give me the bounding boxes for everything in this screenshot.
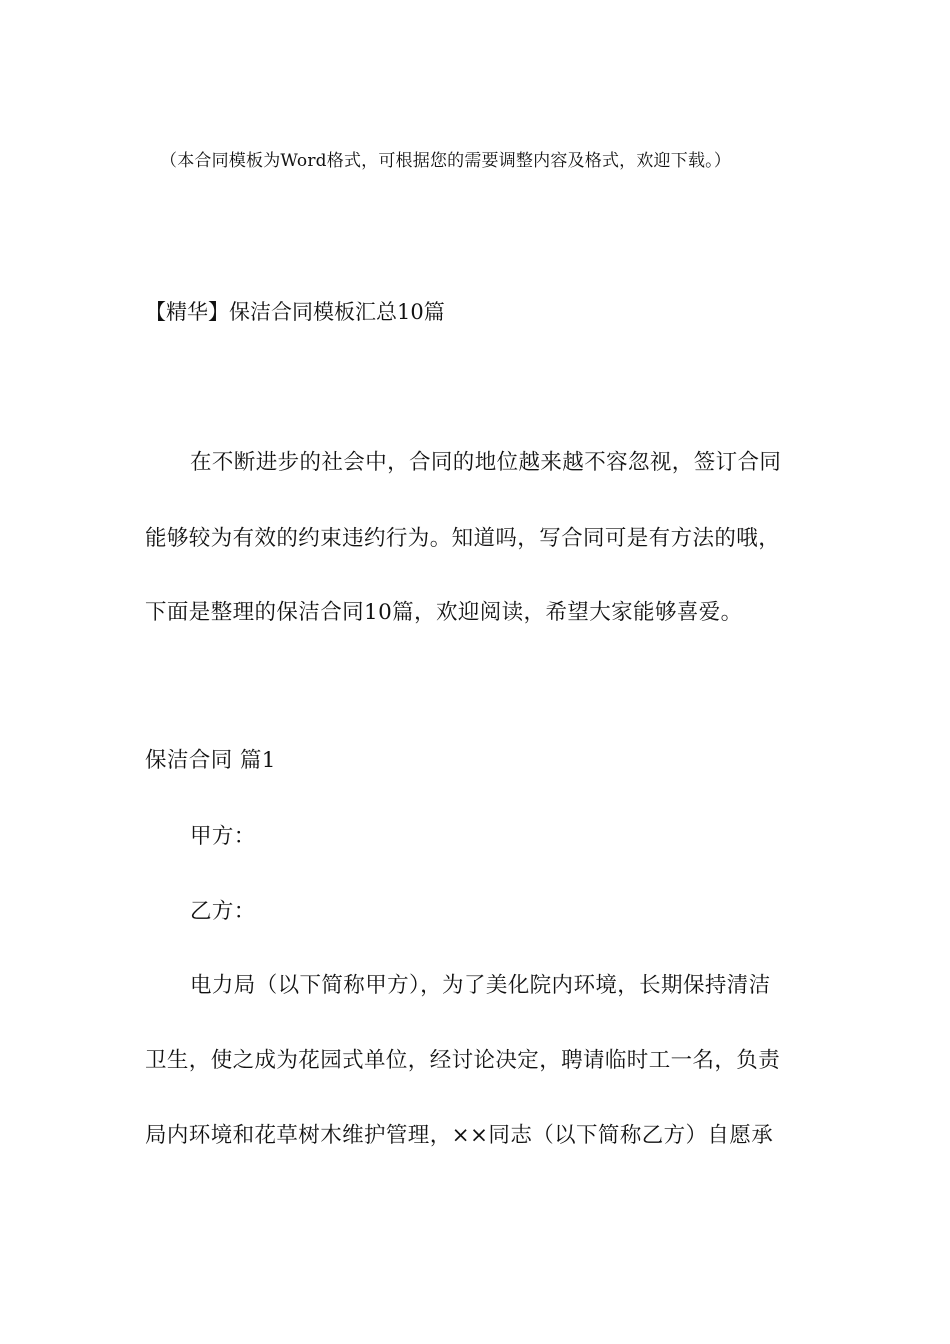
body-line-1: 电力局（以下简称甲方），为了美化院内环境，长期保持清洁 bbox=[190, 973, 771, 998]
intro-line-3: 下面是整理的保洁合同10篇，欢迎阅读，希望大家能够喜爱。 bbox=[145, 600, 743, 625]
intro-line-2: 能够较为有效的约束违约行为。知道吗，写合同可是有方法的哦， bbox=[145, 526, 781, 551]
party-b-label: 乙方： bbox=[190, 899, 256, 924]
template-note: （本合同模板为Word格式，可根据您的需要调整内容及格式，欢迎下载。） bbox=[160, 151, 732, 171]
section-heading: 保洁合同 篇1 bbox=[145, 748, 276, 773]
body-line-3: 局内环境和花草树木维护管理，××同志（以下简称乙方）自愿承 bbox=[145, 1123, 774, 1148]
party-a-label: 甲方： bbox=[190, 824, 256, 849]
intro-line-1: 在不断进步的社会中，合同的地位越来越不容忽视，签订合同 bbox=[190, 450, 782, 475]
body-line-2: 卫生，使之成为花园式单位，经讨论决定，聘请临时工一名，负责 bbox=[145, 1048, 781, 1073]
document-title: 【精华】保洁合同模板汇总10篇 bbox=[145, 300, 445, 324]
